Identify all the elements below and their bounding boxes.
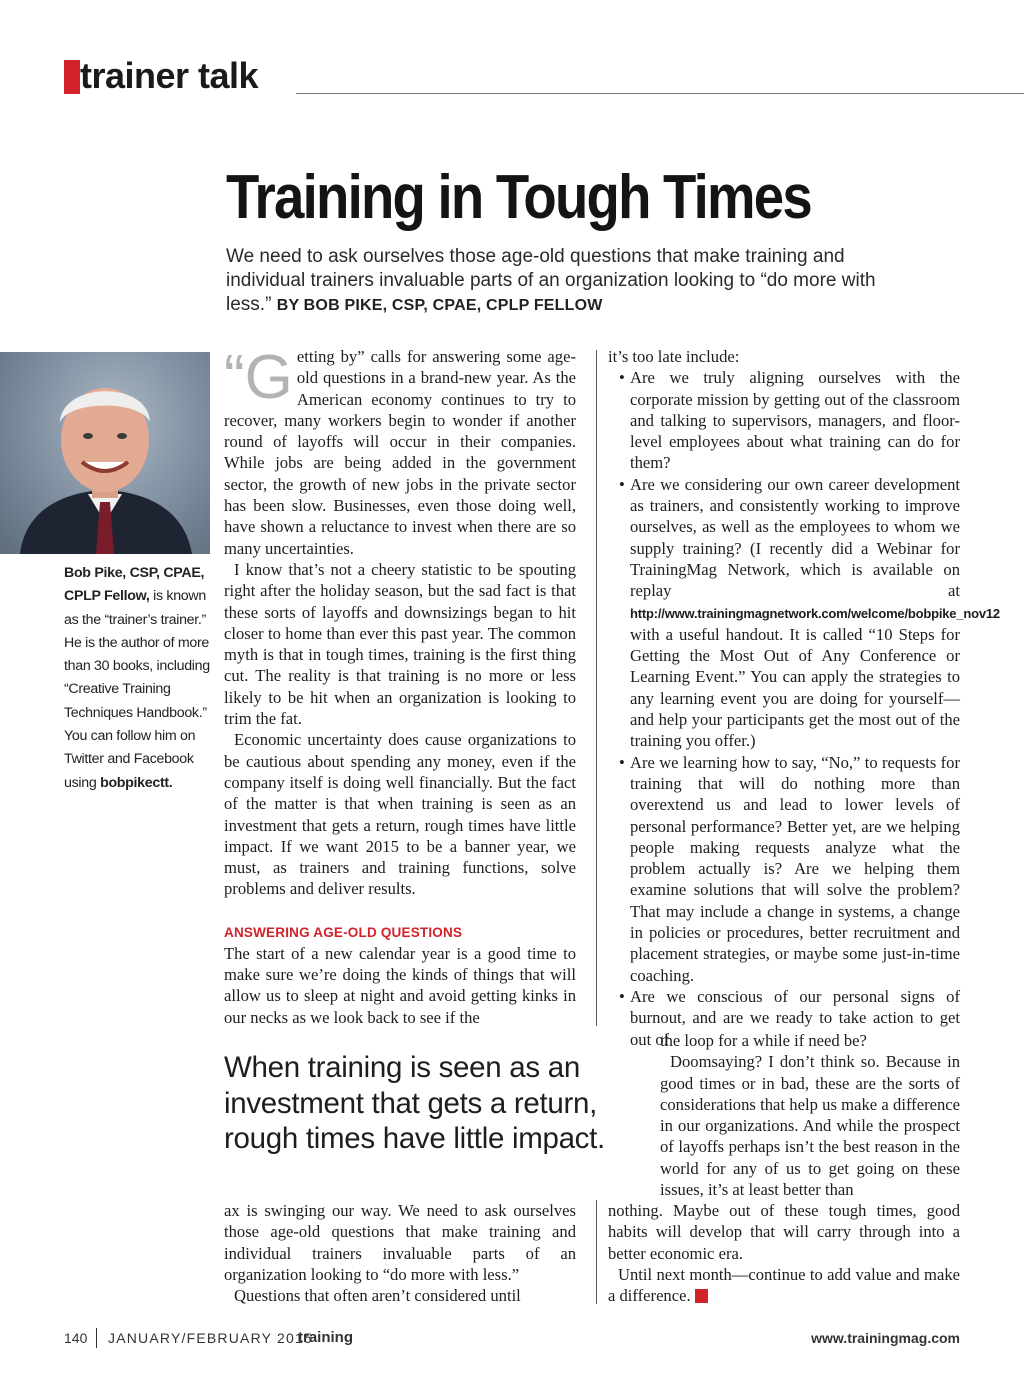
column-divider xyxy=(596,350,597,1026)
paragraph-3: Economic uncertainty does cause organizations to be cautious about spending any money, even if the company itself is doing well financially. But the fact of the matter is that when training is seen as an investment that gets a return, rough times have little impact. If we want 2015 to be a banner year, we must, as trainers and training functions, solve problems and deliver results. xyxy=(224,730,576,899)
body-column-middle-continued xyxy=(224,1200,576,1306)
body-column-right-continued xyxy=(608,1200,960,1306)
section-accent-block xyxy=(64,60,80,94)
paragraph-1-text: etting by” calls for answering some age-old questions in a brand-new year. As the American economy continues to try to recover, many workers begin to wonder if another round of layoffs will occur in their companies. While jobs are being added in the government sector, the growth of new jobs in the private sector has been slow. Businesses, even those doing well, have shown a reluctance to invest when there are so many uncertainties. xyxy=(224,347,576,558)
list-item-text: Are we considering our own career development as trainers, and consistently working to improve ourselves, as well as the employees to whom we supply training? (I recently did a Webinar for TrainingMag Network, which is available on replay at xyxy=(630,474,960,601)
paragraph-8-text: Until next month—continue to add value and make a difference. xyxy=(608,1264,960,1306)
list-item: • Are we truly aligning ourselves with the corporate mission by getting out of the classroom and talking to supervisors, managers, and floor-level employees about what training can do for them? xyxy=(608,367,960,473)
author-name: Bob Pike, CSP, CPAE, CPLP Fellow, xyxy=(64,565,205,605)
paragraph-1 xyxy=(224,343,576,559)
list-item-continued: the loop for a while if need be? xyxy=(660,1031,867,1050)
end-mark-icon xyxy=(695,1289,708,1303)
drop-cap: “G xyxy=(224,343,293,412)
question-list xyxy=(608,367,1000,1050)
article-deck xyxy=(226,245,916,318)
header-rule xyxy=(296,93,1024,94)
issue-date: JANUARY/FEBRUARY 2015 xyxy=(108,1330,313,1346)
right-intro: it’s too late include: xyxy=(608,347,740,366)
author-portrait-svg xyxy=(0,352,210,554)
author-bio-text: is known as the “trainer’s trainer.” He is the author of more than 30 books, including “Creative Training Techniques Handbook.” You can follow him on Twitter and Facebook using xyxy=(64,588,210,791)
website-link[interactable]: www.trainingmag.com xyxy=(811,1330,960,1346)
article-title: Training in Tough Times xyxy=(226,163,811,232)
list-item: • Are we conscious of our personal signs of burnout, and are we ready to take action to get out of xyxy=(608,986,960,1050)
webinar-link[interactable]: http://www.trainingmagnetwork.com/welcome/bobpike_nov12 xyxy=(630,605,1000,621)
column-divider-lower xyxy=(596,1200,597,1304)
body-column-right-indented xyxy=(660,1030,960,1200)
footer-separator xyxy=(96,1328,97,1348)
section-label: trainer talk xyxy=(80,55,259,96)
byline: BY BOB PIKE, CSP, CPAE, CPLP FELLOW xyxy=(276,297,603,314)
paragraph-2: I know that’s not a cheery statistic to be spouting right after the holiday season, but the sad fact is that these sorts of layoffs and downsizings began to hit closer to home than ever this past year. The common myth is that in tough times, training is the first thing cut. The reality is that training is no more or less likely to be hit when an organization is looking to trim the fat. xyxy=(224,559,576,729)
body-column-right xyxy=(608,346,1000,1050)
pull-quote: When training is seen as an investment that gets a return, rough times have little impact. xyxy=(224,1051,605,1155)
paragraph-6: Questions that often aren’t considered until xyxy=(234,1286,521,1306)
list-item xyxy=(608,474,1000,752)
paragraph-7-continued: nothing. Maybe out of these tough times, good habits will develop that will carry through into a better economic era. xyxy=(608,1201,960,1263)
author-handle: bobpikectt. xyxy=(100,774,173,791)
author-bio xyxy=(64,562,214,795)
page-footer xyxy=(64,1328,960,1350)
body-column-middle xyxy=(224,343,576,1028)
paragraph-5: ax is swinging our way. We need to ask ourselves those age-old questions that make training and individual trainers invaluable parts of an organization looking to “do more with less.” xyxy=(224,1201,576,1284)
section-subhead: ANSWERING AGE-OLD QUESTIONS xyxy=(224,924,463,940)
list-item: • Are we learning how to say, “No,” to requests for training that will do nothing more than overextend us and lead to lower levels of personal performance? Better yet, are we helping people making requests analyze what the problem actually is? Are we helping them examine solutions that will solve the problem? That may include a change in systems, a change in policies or procedures, better recruitment and placement strategies, or maybe some just-in-time coaching. xyxy=(608,752,960,986)
list-item-text: with a useful handout. It is called “10 Steps for Getting the Most Out of Any Conference or Learning Event.” You can apply the strategies to any learning event you are doing for yourself—and help your participants get the most out of the training you offer.) xyxy=(630,624,960,751)
paragraph-7: Doomsaying? I don’t think so. Because in good times or in bad, these are the sorts of considerations that help us make a difference in our organizations. And while the prospect of layoffs perhaps isn’t the best reason in the world for any of us to get going on these issues, it’s at least better than xyxy=(660,1052,960,1200)
magazine-name: training xyxy=(298,1329,353,1346)
paragraph-8 xyxy=(608,1264,960,1307)
deck-text: We need to ask ourselves those age-old questions that make training and individual trainers invaluable parts of an organization looking to “do more with less.” xyxy=(226,246,876,315)
paragraph-4: The start of a new calendar year is a good time to make sure we’re doing the kinds of things that will allow us to sleep at night and avoid getting kinks in our necks as we look back to see if the xyxy=(224,943,576,1027)
page-number: 140 xyxy=(64,1330,88,1346)
author-portrait-icon xyxy=(0,352,210,554)
